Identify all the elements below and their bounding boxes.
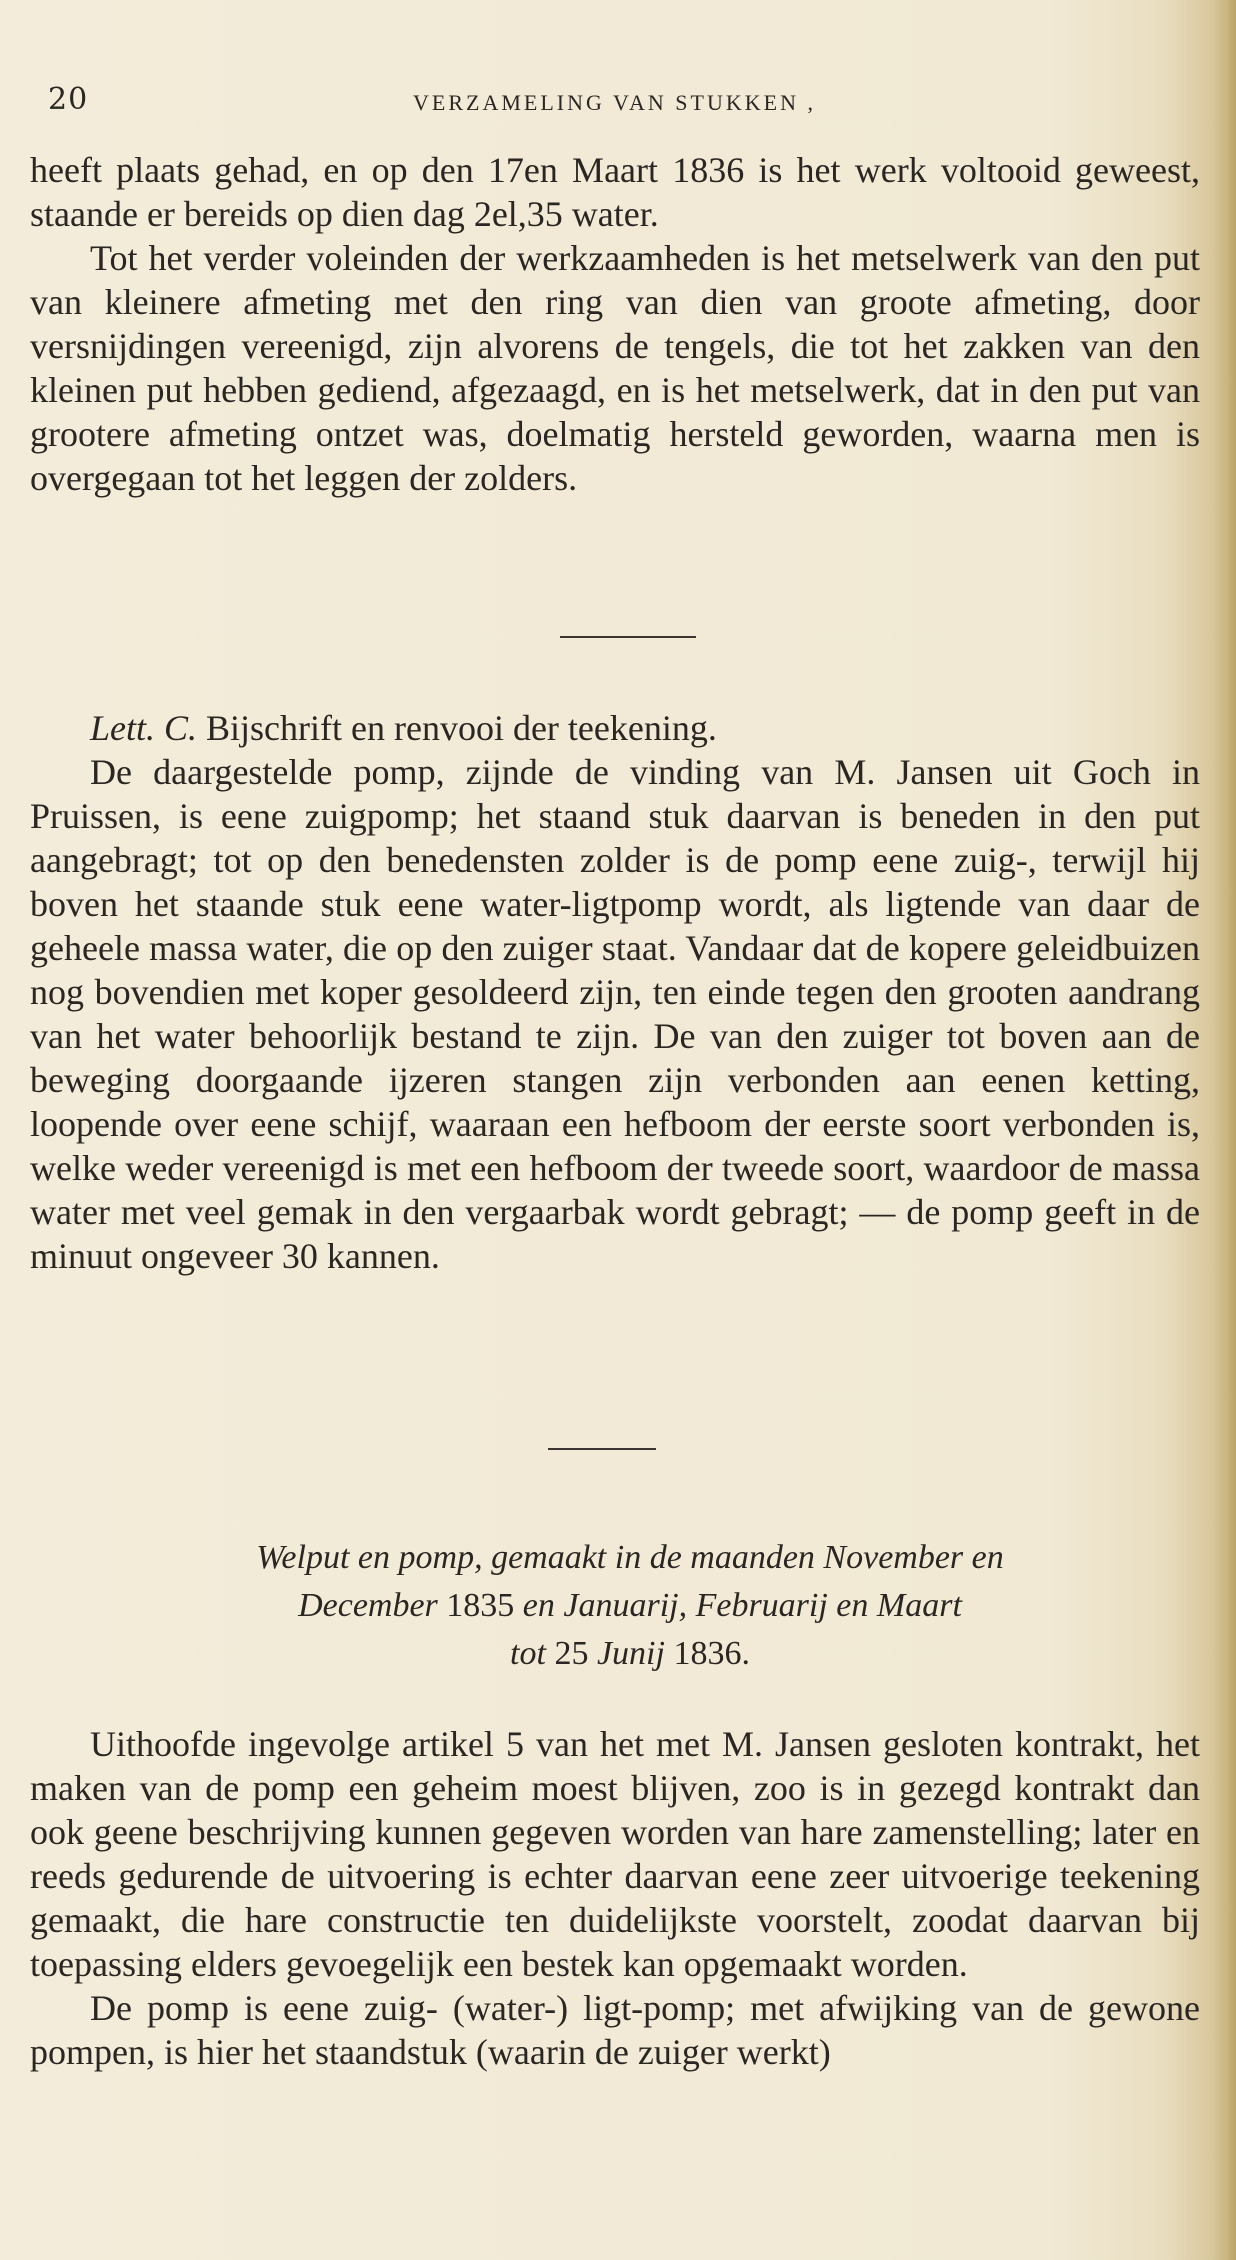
title-word-december: December [298,1587,438,1624]
section-2-paragraph-1: De daargestelde pomp, zijnde de vinding van M. Jansen uit Goch in Pruissen, is eene zuigpomp; het staand stuk daarvan is beneden in den put aangebragt; tot op den benedensten zolder is de pomp eene zuig-, terwijl hij boven het staande stuk eene water-ligtpomp wordt, als ligtende van daar de geheele massa water, die op den zuiger staat. Vandaar dat de kopere geleidbuizen nog bovendien met koper gesoldeerd zijn, ten einde tegen den grooten aandrang van het water behoorlijk bestand te zijn. De van den zuiger tot boven aan de beweging doorgaande ijzeren stangen zijn verbonden aan eenen ketting, loopende over eene schijf, waaraan een hefboom der eerste soort verbonden is, welke weder vereenigd is met een hefboom der tweede soort, waardoor de massa water met veel gemak in den vergaarbak wordt gebragt; — de pomp geeft in de minuut ongeveer 30 kannen. [30,752,1200,1276]
section-2-heading [30,706,1200,750]
title-year-1836: 1836. [673,1635,750,1672]
section-3-paragraph-2: De pomp is eene zuig- (water-) ligt-pomp; met afwijking van de gewone pompen, is hier het staandstuk (waarin de zuiger werkt) [30,1988,1200,2072]
section-2-heading-text: Bijschrift en renvooi der teekening. [206,708,717,748]
section-1-paragraph-2: Tot het verder voleinden der werkzaamheden is het metselwerk van den put van kleinere afmeting met den ring van dien van groote afmeting, door versnijdingen vereenigd, zijn alvorens de tengels, die tot het zakken van den kleinen put hebben gediend, afgezaagd, en is het metselwerk, dat in den put van grootere afmeting ontzet was, doelmatig hersteld geworden, waarna men is overgegaan tot het leggen der zolders. [30,238,1200,498]
section-1-text [30,148,1200,500]
section-divider-1 [560,636,696,638]
section-2-label: Lett. C. [90,708,198,748]
title-year-1835: 1835 [446,1587,515,1624]
running-head-title: VERZAMELING VAN STUKKEN , [413,90,816,115]
section-2-text [30,706,1200,1278]
section-divider-2 [548,1448,656,1450]
section-3-title-line-3 [80,1630,1180,1678]
section-1-paragraph-1: heeft plaats gehad, en op den 17en Maart 1836 is het werk voltooid geweest, staande er bereids op dien dag 2el,35 water. [30,150,1200,234]
section-3-title-line-1: Welput en pomp, gemaakt in de maanden November en [256,1539,1004,1576]
title-day-25: 25 [554,1635,589,1672]
section-3-paragraph-1: Uithoofde ingevolge artikel 5 van het met M. Jansen gesloten kontrakt, het maken van de pomp een geheim moest blijven, zoo is in gezegd kontrakt dan ook geene beschrijving kunnen gegeven worden van hare zamenstelling; later en reeds gedurende de uitvoering is echter daarvan eene zeer uitvoerige teekening gemaakt, die hare constructie ten duidelijkste voorstelt, zoodat daarvan bij toepassing elders gevoegelijk een bestek kan opgemaakt worden. [30,1724,1200,1984]
section-3-title-line-2 [80,1582,1180,1630]
running-head [48,82,1198,122]
section-3-text [30,1722,1200,2074]
page-edge-shadow [1214,0,1236,2260]
title-months: en Januarij, Februarij en Maart [522,1587,962,1624]
page-number: 20 [48,82,89,117]
section-3-title [80,1534,1180,1678]
title-word-junij: Junij [596,1635,665,1672]
title-word-tot: tot [510,1635,546,1672]
